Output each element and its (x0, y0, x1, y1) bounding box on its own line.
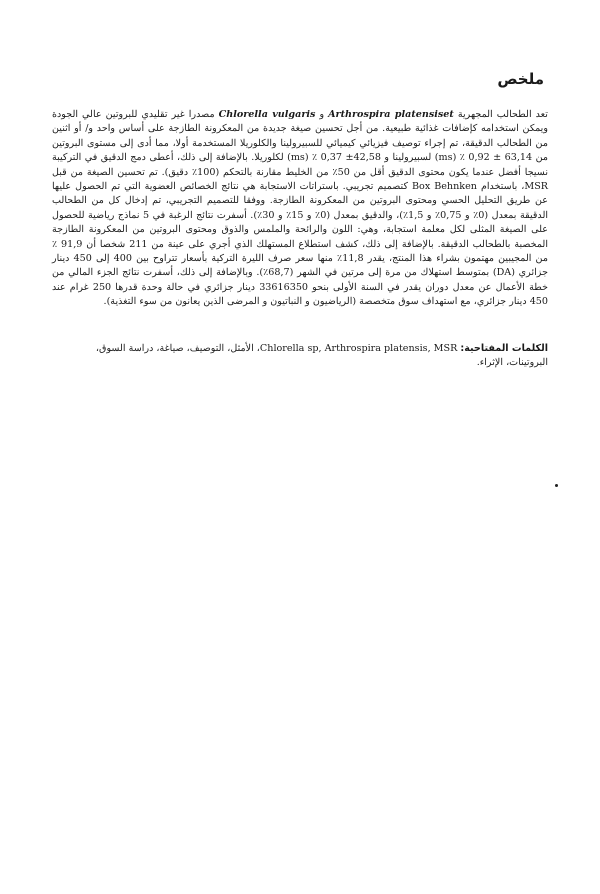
abstract-text-part-1: تعد الطحالب المجهرية (453, 109, 548, 120)
species-arthrospira: Arthrospira platensiset (328, 109, 454, 120)
species-chlorella: Chlorella vulgaris (218, 109, 316, 120)
abstract-body (52, 108, 548, 310)
keywords-label: الكلمات المفتاحية: (460, 343, 548, 354)
abstract-text-part-3: مصدرا غير تقليدي للبروتين عالي الجودة ويمكن استخدامه كإضافات غذائية طبيعية. من أجل تحسين صيغة جديدة من المعكرونة الطازجة على أساس واحد و/ أو اثنين من الطحالب الدقيقة، تم إجراء توصيف فيزيائي كيميائي للسبيرولينا والكلوريلا المستخدمة أولا، مما أدى إلى مستوى البروتين من 63,14 ± 0,92 ٪ (ms) لسبيرولينا و 42,58± 0,37 ٪ (ms) لكلوريلا. بالإضافة إلى ذلك، أعطى دمج الدقيق في التركيبة نسيجا أفضل عندما يكون محتوى الدقيق أقل من 50٪ من الخليط مقارنة بالتحكم (100٪ دقيق). تم تحسين الصيغة من قبل MSR، باستخدام Box Behnken كتصميم تجريبي. باستراتات الاستجابة هي نتائج الخصائص العضوية التي تم الحصول عليها عن طريق التحليل الحسي ومحتوى البروتين من المعكرونة الطازجة. ووفقا للتصميم التجريبي، تم إدخال كل من الطحالب الدقيقة بمعدل (0٪ و 0,75٪ و 1,5٪)، والدقيق بمعدل (0٪ و 15٪ و 30٪). أسفرت نتائج الرغبة في 5 نماذج رياضية للحصول على الصيغة المثلى لكل معلمة استجابة، وهي: اللون والرائحة والملمس والذوق ومحتوى البروتين من المعكرونة الطازجة المخصبة بالطحالب الدقيقة. بالإضافة إلى ذلك، كشف استطلاع المستهلك الذي أجري على عينة من 211 شخصا أن 91,9 ٪ من المجيبين مهتمون بشراء هذا المنتج، يقدر 11,8٪ منها سعر صرف الليرة التركية بأسعار تتراوح بين 400 إلى 450 دينار جزائري (DA) بمتوسط استهلاك من مرة إلى مرتين في الشهر (68,7٪). وبالإضافة إلى ذلك، أسفرت نتائج الجزء المالي من خطة الأعمال عن معدل دوران يقدر في السنة الأولى بنحو 33616350 دينار جزائري في حالة وحدة قدرها 250 غرام عند 450 دينار جزائري، مع استهداف سوق متخصصة (الرياضيون و النباتيون و المرضى الذين يعانون من سوء التغذية). (52, 109, 549, 308)
abstract-text-part-2: و (315, 109, 329, 120)
abstract-title: ملخص (497, 70, 544, 88)
keywords-line (52, 342, 548, 370)
scan-speck (555, 484, 558, 487)
keywords-text: Chlorella sp, Arthrospira platensis, MSR، الأمثل، التوصيف، صياغة، دراسة السوق، البروتينات، الإثراء. (95, 343, 548, 368)
